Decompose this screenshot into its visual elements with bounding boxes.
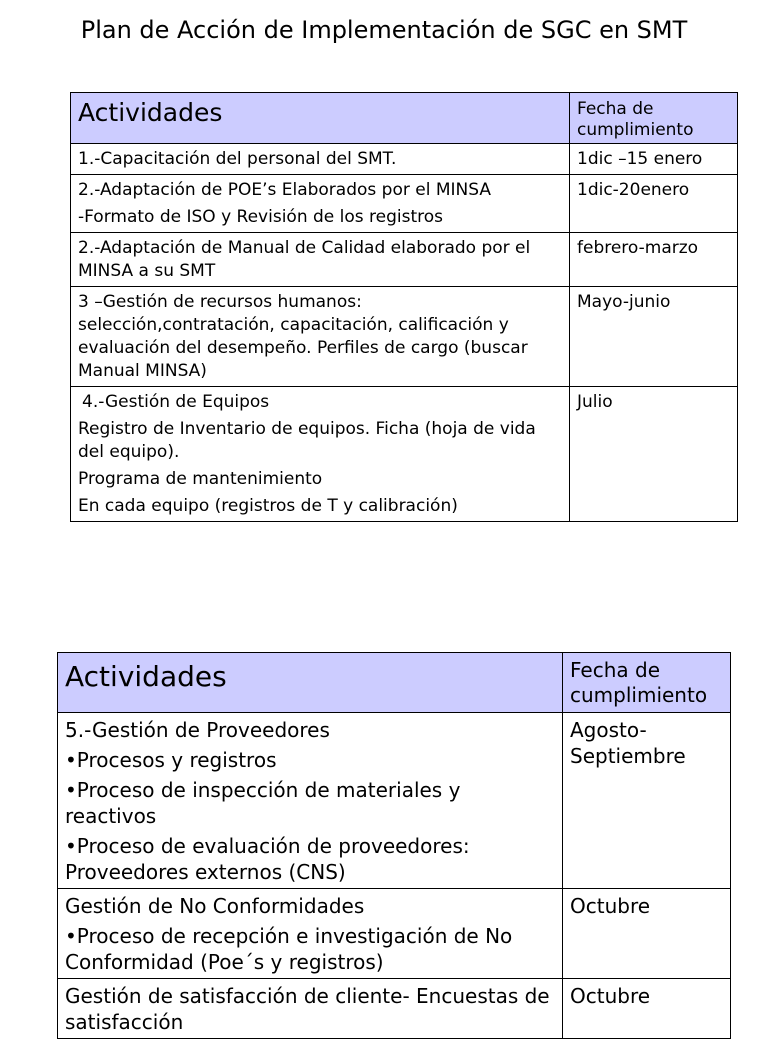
activity-line: Registro de Inventario de equipos. Ficha (hoja de vida del equipo). <box>78 419 536 462</box>
date-cell: 1dic-20enero <box>570 175 738 233</box>
activity-line: Gestión de satisfacción de cliente- Encuestas de satisfacción <box>65 984 550 1034</box>
table-header-row <box>71 93 738 144</box>
activity-line: 2.-Adaptación de Manual de Calidad elaborado por el MINSA a su SMT <box>78 238 531 281</box>
activity-line: 5.-Gestión de Proveedores <box>65 718 330 742</box>
date-cell: 1dic –15 enero <box>570 144 738 175</box>
activity-line: Programa de mantenimiento <box>78 469 323 489</box>
date-cell: Mayo-junio <box>570 287 738 387</box>
date-cell: Octubre <box>563 979 731 1039</box>
table-row <box>71 287 738 387</box>
activity-line: •Proceso de recepción e investigación de No Conformidad (Poe´s y registros) <box>65 924 513 974</box>
header-date: Fecha de cumplimiento <box>563 653 731 713</box>
activity-cell <box>71 175 570 233</box>
activity-line: •Procesos y registros <box>65 748 277 772</box>
header-date: Fecha de cumplimiento <box>570 93 738 144</box>
activity-line: En cada equipo (registros de T y calibración) <box>78 496 458 516</box>
activity-cell <box>71 387 570 522</box>
table-row <box>58 979 731 1039</box>
table-row <box>71 233 738 287</box>
header-activities: Actividades <box>58 653 563 713</box>
activity-line: Gestión de No Conformidades <box>65 894 365 918</box>
table-row <box>71 175 738 233</box>
activity-line: -Formato de ISO y Revisión de los registros <box>78 207 444 227</box>
activity-line: 1.-Capacitación del personal del SMT. <box>78 149 397 169</box>
action-plan-table-1 <box>70 92 738 522</box>
date-cell: Agosto-Septiembre <box>563 713 731 889</box>
header-activities: Actividades <box>71 93 570 144</box>
table-row <box>58 889 731 979</box>
activity-cell <box>71 233 570 287</box>
date-cell: Octubre <box>563 889 731 979</box>
activity-line: 2.-Adaptación de POE’s Elaborados por el MINSA <box>78 180 491 200</box>
action-plan-table-2 <box>57 652 731 1039</box>
activity-line: 4.-Gestión de Equipos <box>82 392 270 412</box>
activity-cell <box>71 144 570 175</box>
activity-line: •Proceso de evaluación de proveedores: Proveedores externos (CNS) <box>65 834 470 884</box>
date-cell: Julio <box>570 387 738 522</box>
date-cell: febrero-marzo <box>570 233 738 287</box>
table-row <box>58 713 731 889</box>
table-header-row <box>58 653 731 713</box>
activity-line: •Proceso de inspección de materiales y reactivos <box>65 778 461 828</box>
page-title: Plan de Acción de Implementación de SGC en SMT <box>80 16 688 44</box>
activity-cell <box>58 713 563 889</box>
table-row <box>71 387 738 522</box>
activity-line: 3 –Gestión de recursos humanos: selección,contratación, capacitación, calificación y evaluación del desempeño. Perfiles de cargo (buscar Manual MINSA) <box>78 292 528 381</box>
table-row <box>71 144 738 175</box>
activity-cell <box>58 889 563 979</box>
activity-cell <box>58 979 563 1039</box>
activity-cell <box>71 287 570 387</box>
